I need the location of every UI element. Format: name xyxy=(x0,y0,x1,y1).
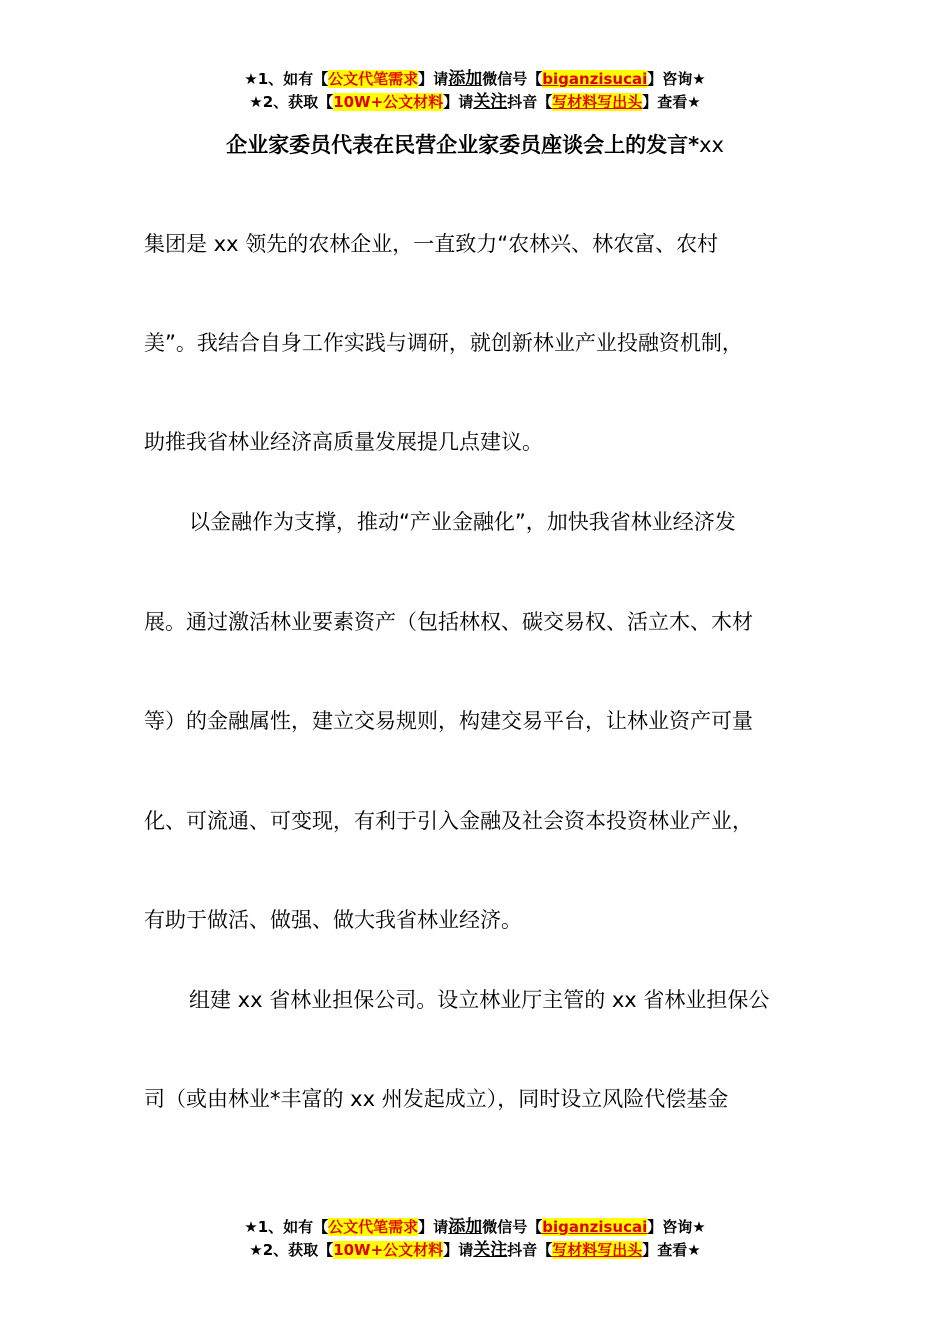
body-line: 助推我省林业经济高质量发展提几点建议。 xyxy=(144,430,543,454)
body-line: 美”。我结合自身工作实践与调研，就创新林业产业投融资机制， xyxy=(144,331,743,355)
banner-text: 】请 xyxy=(443,1241,474,1259)
highlight-douyin-id: 写材料写出头 xyxy=(552,1241,643,1259)
bottom-banner xyxy=(0,1216,950,1262)
banner-text: 】查看★ xyxy=(642,1241,701,1259)
banner-text: 】咨询★ xyxy=(647,70,706,88)
body-line: 集团是 xx 领先的农林企业，一直致力“农林兴、林农富、农村 xyxy=(144,232,719,256)
banner-emphasis: 关注 xyxy=(473,92,508,112)
banner-text: ★2、获取【 xyxy=(249,1241,334,1259)
banner-text: 抖音【 xyxy=(507,1241,553,1259)
title-tail: xx xyxy=(699,133,724,157)
banner-line-2 xyxy=(0,1239,950,1262)
banner-text: 】请 xyxy=(443,93,474,111)
highlight-service: 公文代笔需求 xyxy=(328,1218,419,1236)
highlight-materials: 10W+公文材料 xyxy=(333,1241,444,1259)
body-line: 等）的金融属性，建立交易规则，构建交易平台，让林业资产可量 xyxy=(144,709,753,733)
title-text: 企业家委员代表在民营企业家委员座谈会上的发言* xyxy=(226,133,700,157)
banner-text: ★1、如有【 xyxy=(244,1218,329,1236)
body-line: 化、可流通、可变现，有利于引入金融及社会资本投资林业产业， xyxy=(144,809,753,833)
body-line: 有助于做活、做强、做大我省林业经济。 xyxy=(144,908,522,932)
banner-text: ★1、如有【 xyxy=(244,70,329,88)
banner-text: 】查看★ xyxy=(642,93,701,111)
banner-emphasis: 添加 xyxy=(448,69,483,89)
banner-line-1 xyxy=(0,1216,950,1239)
banner-text: 抖音【 xyxy=(507,93,553,111)
banner-emphasis: 添加 xyxy=(448,1217,483,1237)
banner-text: 】咨询★ xyxy=(647,1218,706,1236)
highlight-materials: 10W+公文材料 xyxy=(333,93,444,111)
banner-line-1 xyxy=(0,68,950,91)
banner-emphasis: 关注 xyxy=(473,1240,508,1260)
banner-text: 微信号【 xyxy=(482,1218,543,1236)
body-line: 展。通过激活林业要素资产（包括林权、碳交易权、活立木、木材 xyxy=(144,610,753,634)
paragraph-start-line: 以金融作为支撑，推动“产业金融化”，加快我省林业经济发 xyxy=(189,510,736,534)
highlight-service: 公文代笔需求 xyxy=(328,70,419,88)
banner-text: ★2、获取【 xyxy=(249,93,334,111)
highlight-wechat-id: biganzisucai xyxy=(542,1218,648,1236)
top-banner xyxy=(0,68,950,114)
page-title xyxy=(0,127,950,163)
banner-text: 】请 xyxy=(418,1218,449,1236)
highlight-douyin-id: 写材料写出头 xyxy=(552,93,643,111)
banner-text: 】请 xyxy=(418,70,449,88)
highlight-wechat-id: biganzisucai xyxy=(542,70,648,88)
banner-line-2 xyxy=(0,91,950,114)
banner-text: 微信号【 xyxy=(482,70,543,88)
paragraph-start-line: 组建 xx 省林业担保公司。设立林业厅主管的 xx 省林业担保公 xyxy=(189,988,770,1012)
body-line: 司（或由林业*丰富的 xx 州发起成立），同时设立风险代偿基金 xyxy=(144,1087,729,1111)
